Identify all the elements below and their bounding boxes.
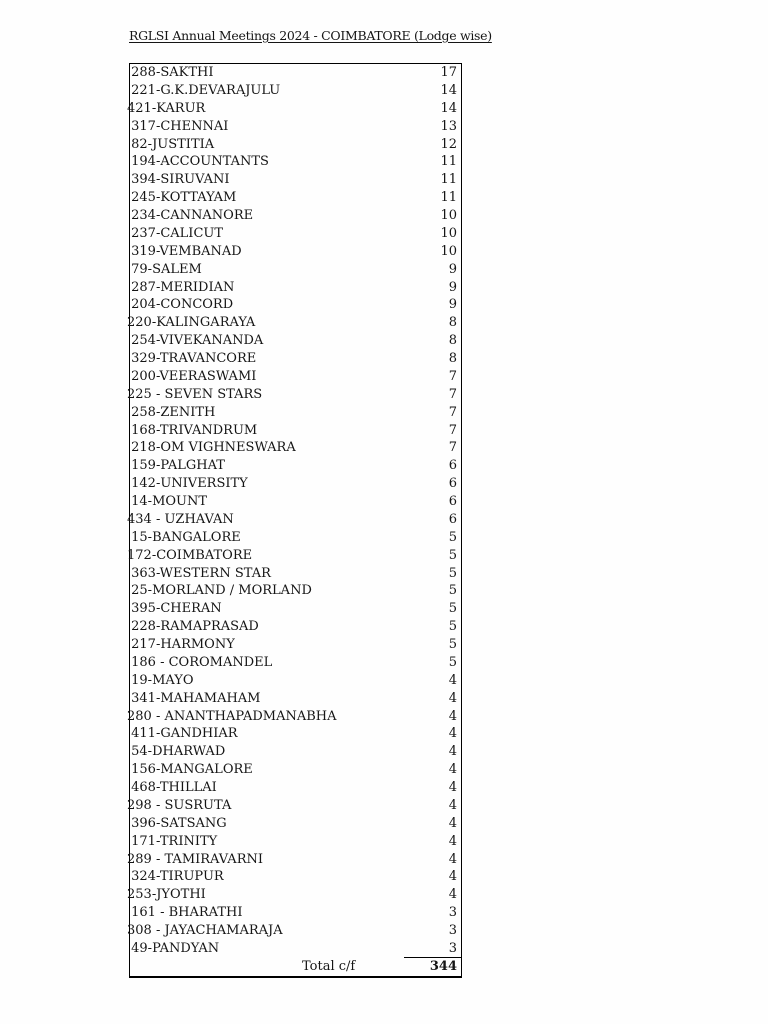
lodge-name-cell: 161 - BHARATHI — [127, 905, 243, 921]
lodge-name-cell: 434 - UZHAVAN — [127, 511, 234, 527]
lodge-name-cell: 329-TRAVANCORE — [127, 351, 257, 367]
lodge-name-cell: 156-MANGALORE — [127, 762, 253, 778]
meeting-count-cell: 5 — [448, 547, 457, 563]
table-row — [127, 422, 461, 440]
table-row — [127, 457, 461, 475]
meeting-count-cell: 10 — [440, 225, 457, 241]
table-row — [127, 404, 461, 422]
lodge-name-cell: 217-HARMONY — [127, 637, 235, 653]
lodge-name-cell: 324-TIRUPUR — [127, 869, 224, 885]
meeting-count-cell: 4 — [448, 708, 457, 724]
meeting-count-cell: 5 — [448, 583, 457, 599]
meeting-count-cell: 7 — [448, 440, 457, 456]
table-row — [127, 904, 461, 922]
meeting-count-cell: 11 — [440, 172, 457, 188]
meeting-count-cell: 5 — [448, 529, 457, 545]
meeting-count-cell: 9 — [448, 279, 457, 295]
table-body — [127, 64, 461, 958]
lodge-name-cell: 142-UNIVERSITY — [127, 476, 248, 492]
table-row — [127, 100, 461, 118]
lodge-name-cell: 341-MAHAMAHAM — [127, 690, 261, 706]
table-row — [127, 118, 461, 136]
table-row — [127, 207, 461, 225]
meeting-count-cell: 6 — [448, 511, 457, 527]
lodge-name-cell: 220-KALINGARAYA — [127, 315, 256, 331]
table-row — [127, 654, 461, 672]
table-row — [127, 868, 461, 886]
lodge-name-cell: 421-KARUR — [127, 100, 206, 116]
lodge-name-cell: 171-TRINITY — [127, 833, 218, 849]
meeting-count-cell: 6 — [448, 494, 457, 510]
lodge-meetings-table — [129, 63, 462, 978]
table-row — [127, 82, 461, 100]
table-row — [127, 386, 461, 404]
meeting-count-cell: 14 — [440, 82, 457, 98]
table-row — [127, 815, 461, 833]
table-row — [127, 493, 461, 511]
meeting-count-cell: 8 — [448, 315, 457, 331]
table-row — [127, 922, 461, 940]
lodge-name-cell: 258-ZENITH — [127, 404, 216, 420]
meeting-count-cell: 11 — [440, 190, 457, 206]
lodge-name-cell: 396-SATSANG — [127, 815, 227, 831]
lodge-name-cell: 298 - SUSRUTA — [127, 797, 232, 813]
table-row — [127, 314, 461, 332]
lodge-name-cell: 15-BANGALORE — [127, 529, 241, 545]
table-row — [127, 439, 461, 457]
meeting-count-cell: 4 — [448, 851, 457, 867]
lodge-name-cell: 25-MORLAND / MORLAND — [127, 583, 312, 599]
table-row — [127, 261, 461, 279]
table-row — [127, 332, 461, 350]
meeting-count-cell: 4 — [448, 690, 457, 706]
lodge-name-cell: 225 - SEVEN STARS — [127, 386, 263, 402]
table-row — [127, 243, 461, 261]
meeting-count-cell: 4 — [448, 815, 457, 831]
total-label: Total c/f — [302, 958, 356, 974]
meeting-count-cell: 6 — [448, 458, 457, 474]
table-row — [127, 940, 461, 958]
lodge-name-cell: 234-CANNANORE — [127, 208, 254, 224]
lodge-name-cell: 287-MERIDIAN — [127, 279, 235, 295]
meeting-count-cell: 5 — [448, 565, 457, 581]
meeting-count-cell: 10 — [440, 208, 457, 224]
total-value-cell: 344 — [404, 957, 461, 976]
table-row — [127, 171, 461, 189]
table-row — [127, 600, 461, 618]
table-row — [127, 547, 461, 565]
table-row — [127, 833, 461, 851]
meeting-count-cell: 6 — [448, 476, 457, 492]
meeting-count-cell: 7 — [448, 386, 457, 402]
table-row — [127, 136, 461, 154]
lodge-name-cell: 289 - TAMIRAVARNI — [127, 851, 263, 867]
lodge-name-cell: 411-GANDHIAR — [127, 726, 238, 742]
table-row — [127, 761, 461, 779]
lodge-name-cell: 186 - COROMANDEL — [127, 654, 273, 670]
lodge-name-cell: 14-MOUNT — [127, 494, 208, 510]
meeting-count-cell: 14 — [440, 100, 457, 116]
table-row — [127, 153, 461, 171]
total-row — [130, 958, 461, 976]
lodge-name-cell: 363-WESTERN STAR — [127, 565, 271, 581]
lodge-name-cell: 395-CHERAN — [127, 601, 222, 617]
meeting-count-cell: 9 — [448, 261, 457, 277]
meeting-count-cell: 3 — [448, 905, 457, 921]
meeting-count-cell: 9 — [448, 297, 457, 313]
table-row — [127, 279, 461, 297]
meeting-count-cell: 4 — [448, 887, 457, 903]
lodge-name-cell: 319-VEMBANAD — [127, 243, 242, 259]
lodge-name-cell: 172-COIMBATORE — [127, 547, 253, 563]
lodge-name-cell: 317-CHENNAI — [127, 118, 229, 134]
total-label-cell — [130, 958, 404, 976]
table-row — [127, 690, 461, 708]
table-row — [127, 743, 461, 761]
table-row — [127, 64, 461, 82]
meeting-count-cell: 3 — [448, 923, 457, 939]
lodge-name-cell: 280 - ANANTHAPADMANABHA — [127, 708, 337, 724]
lodge-name-cell: 200-VEERASWAMI — [127, 368, 257, 384]
table-row — [127, 725, 461, 743]
table-row — [127, 779, 461, 797]
meeting-count-cell: 5 — [448, 619, 457, 635]
table-row — [127, 511, 461, 529]
meeting-count-cell: 7 — [448, 404, 457, 420]
meeting-count-cell: 7 — [448, 368, 457, 384]
lodge-name-cell: 288-SAKTHI — [127, 65, 214, 81]
table-row — [127, 672, 461, 690]
meeting-count-cell: 4 — [448, 797, 457, 813]
lodge-name-cell: 218-OM VIGHNESWARA — [127, 440, 296, 456]
meeting-count-cell: 4 — [448, 744, 457, 760]
lodge-name-cell: 221-G.K.DEVARAJULU — [127, 82, 281, 98]
table-row — [127, 797, 461, 815]
table-row — [127, 886, 461, 904]
lodge-name-cell: 237-CALICUT — [127, 225, 224, 241]
meeting-count-cell: 8 — [448, 351, 457, 367]
meeting-count-cell: 4 — [448, 672, 457, 688]
table-row — [127, 636, 461, 654]
meeting-count-cell: 4 — [448, 726, 457, 742]
meeting-count-cell: 7 — [448, 422, 457, 438]
lodge-name-cell: 168-TRIVANDRUM — [127, 422, 258, 438]
lodge-name-cell: 194-ACCOUNTANTS — [127, 154, 269, 170]
lodge-name-cell: 204-CONCORD — [127, 297, 234, 313]
lodge-name-cell: 79-SALEM — [127, 261, 202, 277]
meeting-count-cell: 3 — [448, 940, 457, 956]
table-row — [127, 582, 461, 600]
table-row — [127, 225, 461, 243]
lodge-name-cell: 253-JYOTHI — [127, 887, 206, 903]
table-row — [127, 851, 461, 869]
lodge-name-cell: 308 - JAYACHAMARAJA — [127, 923, 283, 939]
meeting-count-cell: 4 — [448, 780, 457, 796]
meeting-count-cell: 13 — [440, 118, 457, 134]
meeting-count-cell: 5 — [448, 654, 457, 670]
table-row — [127, 708, 461, 726]
lodge-name-cell: 254-VIVEKANANDA — [127, 333, 264, 349]
meeting-count-cell: 8 — [448, 333, 457, 349]
lodge-name-cell: 394-SIRUVANI — [127, 172, 230, 188]
table-row — [127, 529, 461, 547]
table-row — [127, 368, 461, 386]
meeting-count-cell: 12 — [440, 136, 457, 152]
meeting-count-cell: 5 — [448, 637, 457, 653]
meeting-count-cell: 17 — [440, 65, 457, 81]
table-row — [127, 475, 461, 493]
lodge-name-cell: 468-THILLAI — [127, 780, 217, 796]
lodge-name-cell: 19-MAYO — [127, 672, 194, 688]
meeting-count-cell: 4 — [448, 762, 457, 778]
table-row — [127, 296, 461, 314]
meeting-count-cell: 4 — [448, 869, 457, 885]
table-row — [127, 618, 461, 636]
meeting-count-cell: 11 — [440, 154, 457, 170]
meeting-count-cell: 5 — [448, 601, 457, 617]
lodge-name-cell: 159-PALGHAT — [127, 458, 225, 474]
meeting-count-cell: 4 — [448, 833, 457, 849]
lodge-name-cell: 54-DHARWAD — [127, 744, 226, 760]
lodge-name-cell: 49-PANDYAN — [127, 940, 220, 956]
table-row — [127, 189, 461, 207]
lodge-name-cell: 82-JUSTITIA — [127, 136, 215, 152]
lodge-name-cell: 245-KOTTAYAM — [127, 190, 237, 206]
table-row — [127, 350, 461, 368]
page-title: RGLSI Annual Meetings 2024 - COIMBATORE (Lodge wise) — [129, 28, 492, 43]
lodge-name-cell: 228-RAMAPRASAD — [127, 619, 259, 635]
table-row — [127, 565, 461, 583]
meeting-count-cell: 10 — [440, 243, 457, 259]
